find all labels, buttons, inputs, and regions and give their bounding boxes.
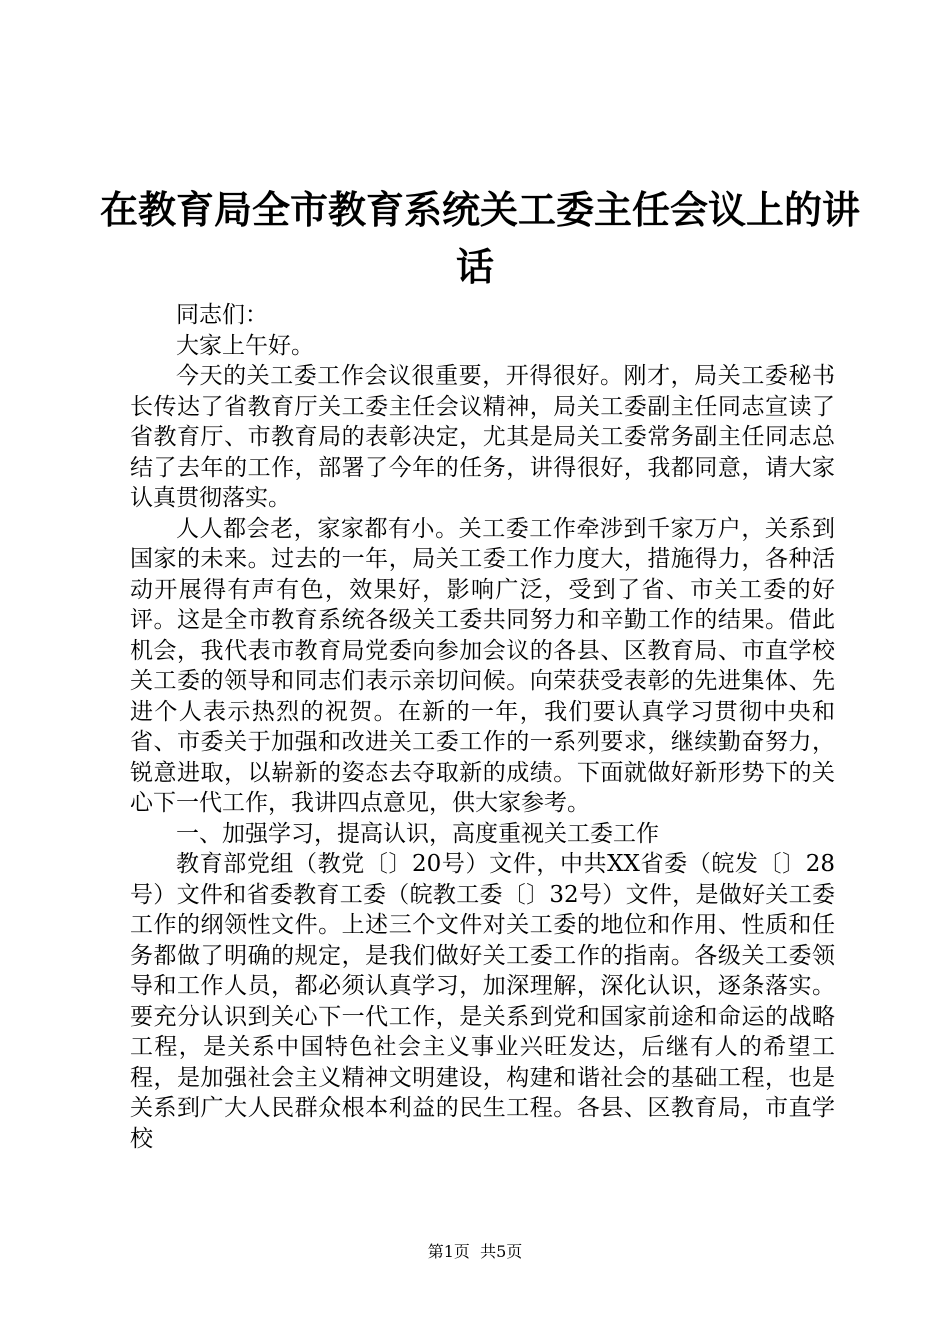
document-body: [130, 300, 835, 1154]
page-number: 第1页: [427, 1242, 470, 1261]
page-footer: [0, 1243, 950, 1261]
page-total: 共5页: [480, 1242, 523, 1261]
body-paragraph: 教育部党组（教党〔〕20号）文件，中共XX省委（皖发〔〕28号）文件和省委教育工委（皖教工委〔〕32号）文件，是做好关工委工作的纲领性文件。上述三个文件对关工委的地位和作用、性质和任务都做了明确的规定，是我们做好关工委工作的指南。各级关工委领导和工作人员，都必须认真学习，加深理解，深化认识，逐条落实。要充分认识到关心下一代工作，是关系到党和国家前途和命运的战略工程，是关系中国特色社会主义事业兴旺发达，后继有人的希望工程，是加强社会主义精神文明建设，构建和谐社会的基础工程，也是关系到广大人民群众根本利益的民生工程。各县、区教育局，市直学校: [130, 851, 835, 1152]
document-title-line-1: 在教育局全市教育系统关工委主任会议上的讲: [100, 187, 861, 232]
document-title-line-2: 话: [455, 244, 494, 289]
section-heading: 一、加强学习，提高认识，高度重视关工委工作: [176, 820, 659, 847]
salutation: 同志们：: [176, 302, 268, 328]
greeting: 大家上午好。: [176, 332, 314, 359]
body-paragraph: 人人都会老，家家都有小。关工委工作牵涉到千家万户，关系到国家的未来。过去的一年，局关工委工作力度大，措施得力，各种活动开展得有声有色，效果好，影响广泛，受到了省、市关工委的好评。这是全市教育系统各级关工委共同努力和辛勤工作的结果。借此机会，我代表市教育局党委向参加会议的各县、区教育局、市直学校关工委的领导和同志们表示亲切问候。向荣获受表彰的先进集体、先进个人表示热烈的祝贺。在新的一年，我们要认真学习贯彻中央和省、市委关于加强和改进关工委工作的一系列要求，继续勤奋努力，锐意进取，以崭新的姿态去夺取新的成绩。下面就做好新形势下的关心下一代工作，我讲四点意见，供大家参考。: [130, 515, 835, 816]
body-paragraph: 今天的关工委工作会议很重要，开得很好。刚才，局关工委秘书长传达了省教育厅关工委主任会议精神，局关工委副主任同志宣读了省教育厅、市教育局的表彰决定，尤其是局关工委常务副主任同志总结了去年的工作，部署了今年的任务，讲得很好，我都同意，请大家认真贯彻落实。: [130, 363, 835, 511]
